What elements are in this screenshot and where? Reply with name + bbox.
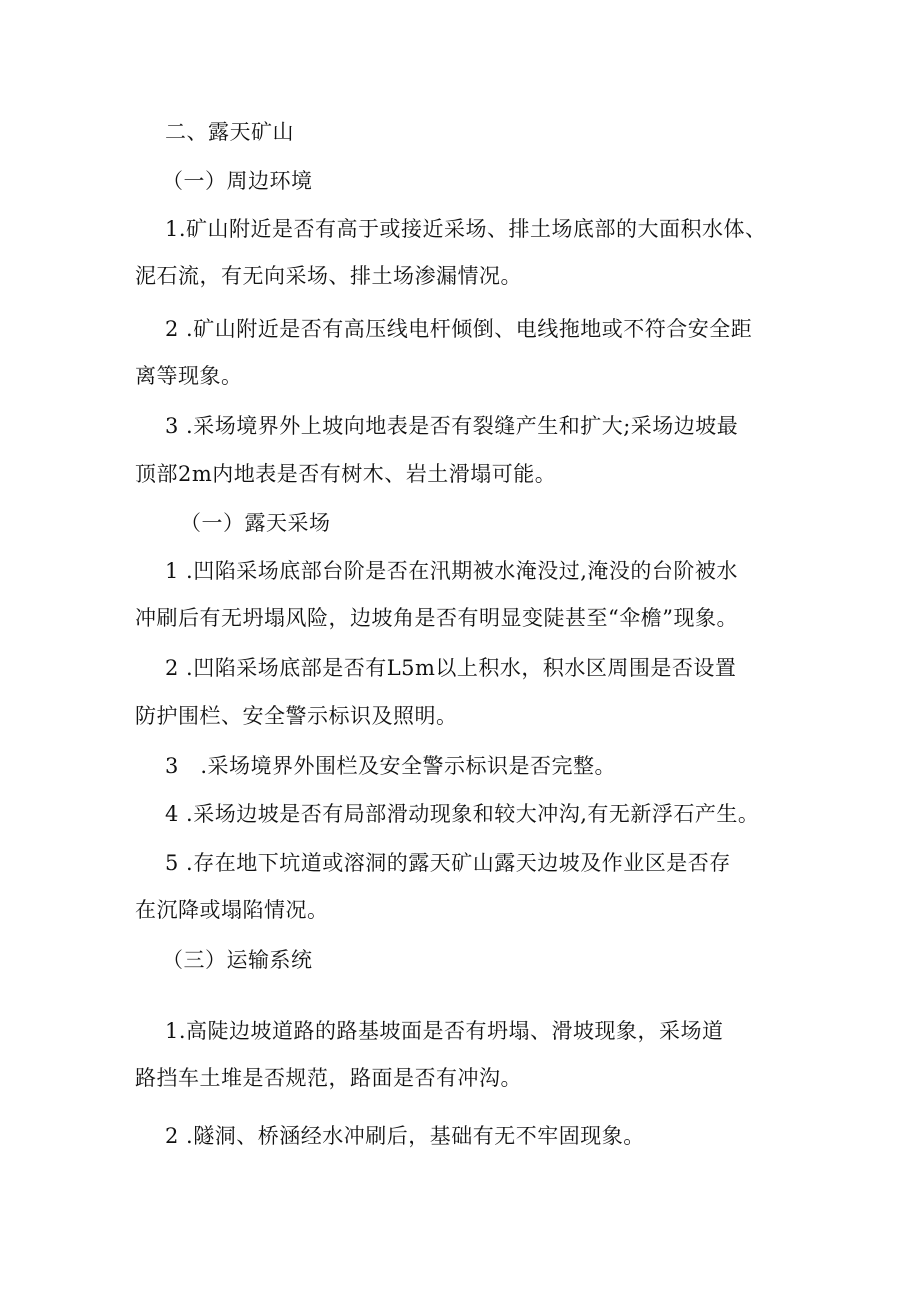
paragraph-line: 防护围栏、安全警示标识及照明。 xyxy=(135,704,458,728)
paragraph-line: 2 .矿山附近是否有高压线电杆倾倒、电线拖地或不符合安全距 xyxy=(165,317,753,341)
paragraph-line: 泥石流，有无向采场、排土场渗漏情况。 xyxy=(135,264,522,288)
paragraph-line: 顶部2m内地表是否有树木、岩土滑塌可能。 xyxy=(135,462,557,486)
paragraph-line: 离等现象。 xyxy=(135,364,243,388)
paragraph-line: 1.矿山附近是否有高于或接近采场、排土场底部的大面积水体、 xyxy=(165,217,767,241)
paragraph-line: 1.高陡边坡道路的路基坡面是否有坍塌、滑坡现象，采场道 xyxy=(165,1019,724,1043)
paragraph-line: 路挡车土堆是否规范，路面是否有冲沟。 xyxy=(135,1066,522,1090)
paragraph-line: 在沉降或塌陷情况。 xyxy=(135,898,329,922)
subsection-heading-pit: （一）露天采场 xyxy=(180,511,331,535)
paragraph-line: 2 .凹陷采场底部是否有L5m以上积水，积水区周围是否设置 xyxy=(165,656,737,680)
paragraph-line: 4 .采场边坡是否有局部滑动现象和较大冲沟,有无新浮石产生。 xyxy=(165,802,760,826)
paragraph-line: 3 .采场境界外上坡向地表是否有裂缝产生和扩大;采场边坡最 xyxy=(165,414,739,438)
subsection-heading-environment: （一）周边环境 xyxy=(162,169,313,193)
paragraph-line: 1 .凹陷采场底部台阶是否在汛期被水淹没过,淹没的台阶被水 xyxy=(165,559,738,583)
paragraph-line: 2 .隧洞、桥涵经水冲刷后，基础有无不牢固现象。 xyxy=(165,1124,645,1148)
paragraph-line: 冲刷后有无坍塌风险，边坡角是否有明显变陡甚至“伞檐”现象。 xyxy=(135,606,738,630)
paragraph-line: 3 .采场境界外围栏及安全警示标识是否完整。 xyxy=(165,754,617,778)
paragraph-line: 5 .存在地下坑道或溶洞的露天矿山露天边坡及作业区是否存 xyxy=(165,851,731,875)
section-title: 二、露天矿山 xyxy=(165,120,294,144)
subsection-heading-transport: （三）运输系统 xyxy=(162,948,313,972)
